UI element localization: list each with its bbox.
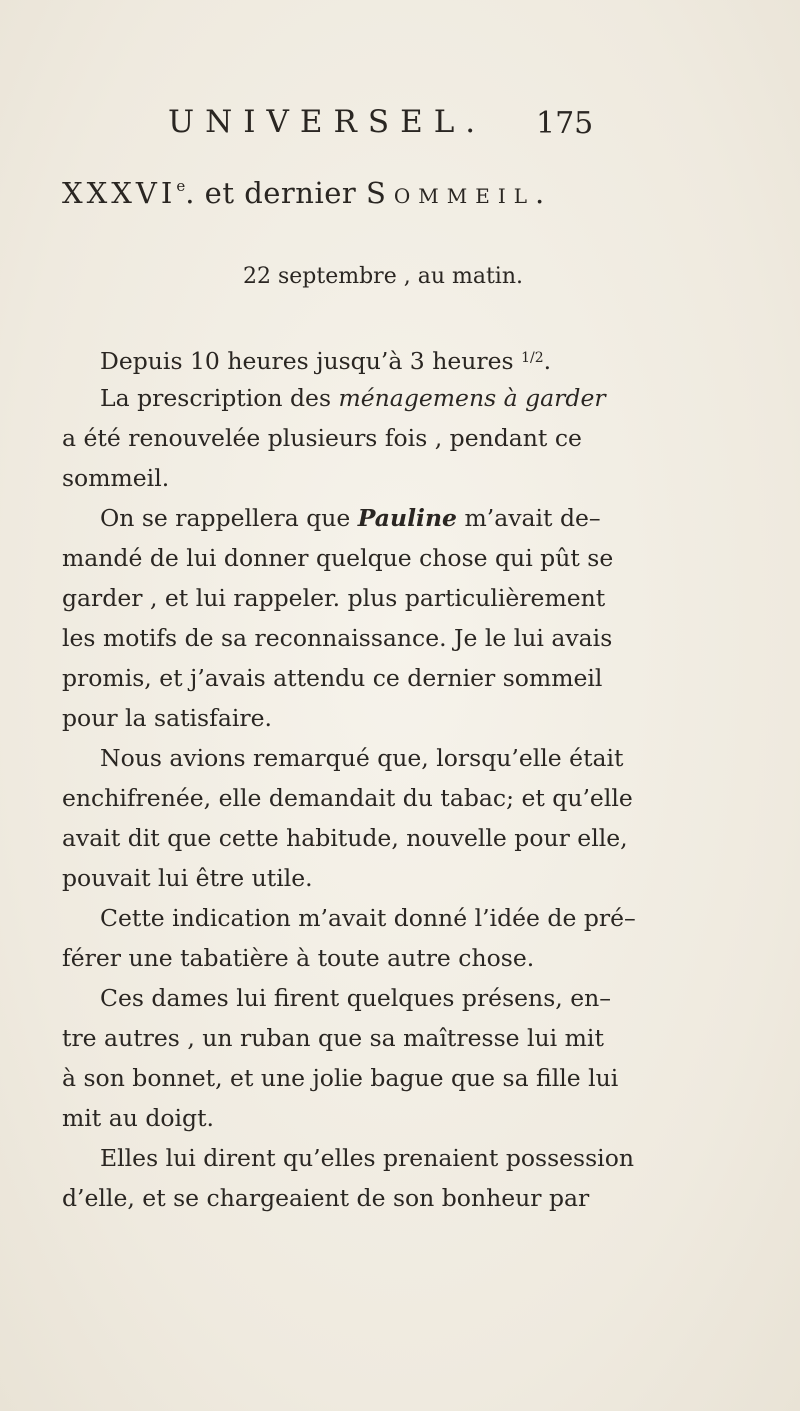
text-line: La prescription des ménagemens à garder [100,384,606,412]
text-line: a été renouvelée plusieurs fois , pendant ce [62,424,582,452]
chapter-number: XXXVIe [62,176,186,210]
text-line: mandé de lui donner quelque chose qui pût se [62,544,614,572]
text-line: sommeil. [62,464,170,492]
text-line: férer une tabatière à toute autre chose. [62,944,535,972]
text-line: On se rappellera que Pauline m’avait de– [100,504,601,532]
running-title: UNIVERSEL. [168,104,487,140]
text-line: Nous avions remarqué que, lorsqu’elle était [100,744,624,772]
chapter-date: 22 septembre , au matin. [243,264,523,289]
text-line: à son bonnet, et une jolie bague que sa fille lui [62,1064,619,1092]
text-line: pouvait lui être utile. [62,864,313,892]
text-line: Ces dames lui firent quelques présens, en– [100,984,611,1012]
running-head [0,104,800,144]
text-line: les motifs de sa reconnaissance. Je le lui avais [62,624,613,652]
text-line: pour la satisfaire. [62,704,272,732]
chapter-heading [62,176,762,210]
chapter-word: Sommeil. [366,176,553,210]
text-line: Cette indication m’avait donné l’idée de pré– [100,904,636,932]
text-line: enchifrenée, elle demandait du tabac; et qu’elle [62,784,633,812]
text-line: avait dit que cette habitude, nouvelle pour elle, [62,824,628,852]
text-line: Elles lui dirent qu’elles prenaient possession [100,1144,634,1172]
chapter-connector: . et dernier [185,176,366,210]
text-line: promis, et j’avais attendu ce dernier sommeil [62,664,603,692]
text-line: d’elle, et se chargeaient de son bonheur par [62,1184,590,1212]
text-line: tre autres , un ruban que sa maîtresse lui mit [62,1024,604,1052]
text-line: garder , et lui rappeler. plus particulièrement [62,584,606,612]
text-line: mit au doigt. [62,1104,214,1132]
page-number: 175 [536,106,594,141]
text-line: Depuis 10 heures jusqu’à 3 heures $^{1/2}$. [100,347,552,375]
